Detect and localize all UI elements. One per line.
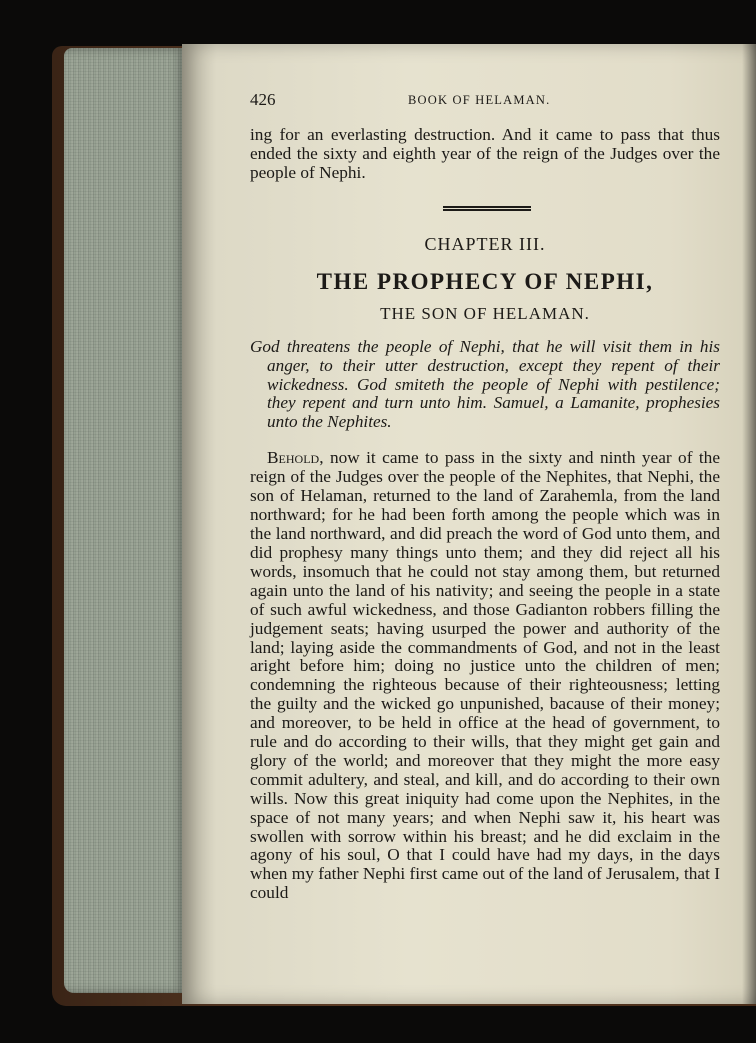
page-text-block xyxy=(250,90,720,903)
running-head xyxy=(250,90,720,114)
paragraph-body: , now it came to pass in the sixty and ninth year of the reign of the Judges over the people of the Nephites, that Nephi, the son of Helaman, returned to the land of Zarahemla, from the land northward; for he had been forth among the people which was in the land northward, and did preach the word of God unto them, and did prophesy many things unto them; and they did reject all his words, insomuch that he could not stay among them, but returned again unto the land of his nativity; and seeing the people in a state of such awful wickedness, and those Gadianton robbers filling the judgement seats; having usurped the power and authority of the land; laying aside the commandments of God, and not in the least aright before him; doing no justice unto the children of men; condemning the righteous because of their righteousness; letting the guilty and the wicked go unpunished, bacause of their money; and moreover, to be held in office at the head of government, to rule and do according to their wills, that they might get gain and glory of the world; and moreover that they might the more easy commit adultery, and steal, and kill, and do according to their own wills. Now this great iniquity had come upon the Nephites, in the space of not many years; and when Nephi saw it, his heart was swollen with sorrow within his breast; and he did exclaim in the agony of his soul, O that I could have had my days, in the days when my father Nephi first came out of the land of Jerusalem, that I could xyxy=(250,448,720,903)
paragraph-opener: Behold xyxy=(267,448,320,468)
carry-over-paragraph: ing for an everlasting destruction. And it came to pass that thus ended the sixty and eighth year of the reign of the Judges over the people of Nephi. xyxy=(250,125,720,182)
chapter-heading: CHAPTER III. xyxy=(424,233,546,254)
running-title: BOOK OF HELAMAN. xyxy=(408,93,551,107)
page-edges xyxy=(64,48,186,993)
chapter-subtitle: THE SON OF HELAMAN. xyxy=(380,303,590,323)
chapter-title: THE PROPHECY OF NEPHI, xyxy=(316,268,654,294)
main-paragraph xyxy=(250,449,720,903)
chapter-summary: God threatens the people of Nephi, that he will visit them in his anger, to their utter destruction, except they repent of their wickedness. God smiteth the people of Nephi with pestilence; they repent and turn unto him. Samuel, a Lamanite, prophesies unto the Nephites. xyxy=(250,336,720,432)
book-page xyxy=(182,44,756,1004)
chapter-divider-rule xyxy=(443,206,531,211)
page-gutter-shadow xyxy=(742,44,756,1004)
page-number: 426 xyxy=(250,90,276,109)
